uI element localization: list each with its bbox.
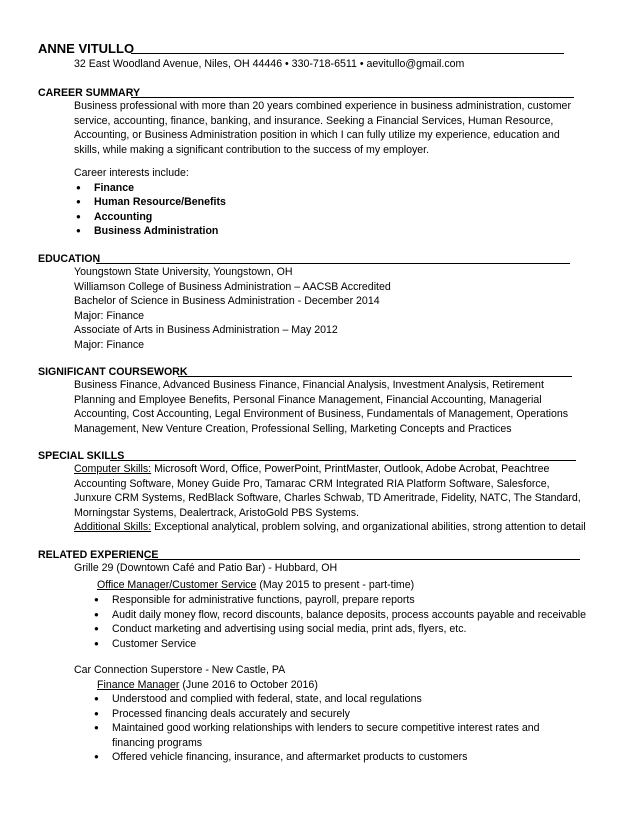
career-summary-heading: CAREER SUMMARY xyxy=(38,87,141,99)
job-dates: (May 2015 to present - part-time) xyxy=(256,579,415,591)
job-bullets xyxy=(92,692,552,765)
job-bullet: ● Understood and complied with federal, state, and local regulations xyxy=(92,692,552,707)
career-summary-rule xyxy=(131,97,574,98)
education-line: Major: Finance xyxy=(74,338,145,351)
job-title-line xyxy=(97,678,318,693)
interest-item: ● Human Resource/Benefits xyxy=(74,195,614,210)
job-bullet: ● Customer Service xyxy=(92,637,612,652)
job-bullets xyxy=(92,593,612,651)
name-rule xyxy=(131,53,564,54)
coursework-line: Management, New Venture Creation, Professional Selling, Marketing Concepts and Practices xyxy=(74,422,512,435)
skills-heading: SPECIAL SKILLS xyxy=(38,450,125,462)
coursework-heading: SIGNIFICANT COURSEWORK xyxy=(38,366,188,378)
additional-skills-line xyxy=(74,520,634,535)
job-bullet: ● Maintained good working relationships with lenders to secure competitive interest rates and financing programs xyxy=(92,721,552,750)
interest-item: ● Finance xyxy=(74,181,614,196)
job-employer: Car Connection Superstore - New Castle, PA xyxy=(74,664,286,676)
skills-text xyxy=(74,462,634,535)
computer-skills-label: Computer Skills: xyxy=(74,463,152,475)
education-heading: EDUCATION xyxy=(38,253,101,265)
additional-skills-text: Exceptional analytical, problem solving, and organizational abilities, strong attention to detail xyxy=(151,521,586,534)
education-line: Major: Finance xyxy=(74,309,145,322)
summary-line: service, accounting, finance, banking, and insurance. Seeking a Financial Services, Human Resource, xyxy=(74,114,554,127)
computer-skills-line: Junxure CRM Systems, RedBlack Software, Charles Schwab, TD Ameritrade, Fidelity, NATC, The Standard, xyxy=(74,492,581,505)
experience-heading: RELATED EXPERIENCE xyxy=(38,549,159,561)
interest-item: ● Accounting xyxy=(74,210,614,225)
job-bullet: ● Responsible for administrative functions, payroll, prepare reports xyxy=(92,593,612,608)
summary-line: Accounting, or Business Administration position in which I can fully utilize my experience, education and xyxy=(74,129,560,142)
coursework-line: Business Finance, Advanced Business Finance, Financial Analysis, Investment Analysis, Retirement xyxy=(74,379,544,391)
additional-skills-label: Additional Skills: xyxy=(74,521,152,534)
experience-rule xyxy=(145,559,580,560)
resume-name: ANNE VITULLO xyxy=(38,41,135,56)
job-bullet: ● Audit daily money flow, record discounts, balance deposits, process accounts payable and receivable xyxy=(92,608,612,623)
education-text xyxy=(74,265,614,353)
skills-rule xyxy=(110,460,576,461)
education-line: Bachelor of Science in Business Administration - December 2014 xyxy=(74,295,380,308)
computer-skills-line: Morningstar Systems, Dealertrack, AristoGold PBS Systems. xyxy=(74,506,359,519)
interests-intro: Career interests include: xyxy=(74,167,189,179)
job-bullet: ● Processed financing deals accurately and securely xyxy=(92,707,552,722)
job-title: Office Manager/Customer Service xyxy=(97,579,257,591)
job-title-line xyxy=(97,578,414,593)
career-summary-text xyxy=(74,99,614,157)
education-rule xyxy=(96,263,570,264)
coursework-line: Planning and Employee Benefits, Personal Finance Management, Financial Accounting, Managerial xyxy=(74,393,542,406)
computer-skills-line xyxy=(74,462,634,477)
coursework-text xyxy=(74,378,614,436)
summary-line: Business professional with more than 20 years combined experience in business administration, customer xyxy=(74,100,571,112)
job-title: Finance Manager xyxy=(97,679,180,691)
interest-item: ● Business Administration xyxy=(74,224,614,239)
computer-skills-line: Accounting Software, Money Guide Pro, Tamarac CRM Integrated RIA Platform Software, Salesforce, xyxy=(74,477,550,490)
computer-skills-text: Microsoft Word, Office, PowerPoint, PrintMaster, Outlook, Adobe Acrobat, Peachtree xyxy=(151,463,550,475)
job-dates: (June 2016 to October 2016) xyxy=(179,679,318,691)
career-interests xyxy=(74,166,614,239)
coursework-rule xyxy=(178,376,572,377)
education-line: Youngstown State University, Youngstown, OH xyxy=(74,266,293,278)
job-bullet: ● Offered vehicle financing, insurance, and aftermarket products to customers xyxy=(92,750,552,765)
job-employer: Grille 29 (Downtown Café and Patio Bar) - Hubbard, OH xyxy=(74,562,338,574)
contact-line: 32 East Woodland Avenue, Niles, OH 44446 • 330-718-6511 • aevitullo@gmail.com xyxy=(74,58,465,70)
job-bullet: ● Conduct marketing and advertising using social media, print ads, flyers, etc. xyxy=(92,622,612,637)
summary-line: skills, while making a significant contribution to the success of my employer. xyxy=(74,143,430,156)
coursework-line: Accounting, Cost Accounting, Legal Environment of Business, Fundamentals of Management, Operations xyxy=(74,408,569,421)
education-line: Associate of Arts in Business Administration – May 2012 xyxy=(74,324,338,337)
education-line: Williamson College of Business Administration – AACSB Accredited xyxy=(74,280,391,293)
